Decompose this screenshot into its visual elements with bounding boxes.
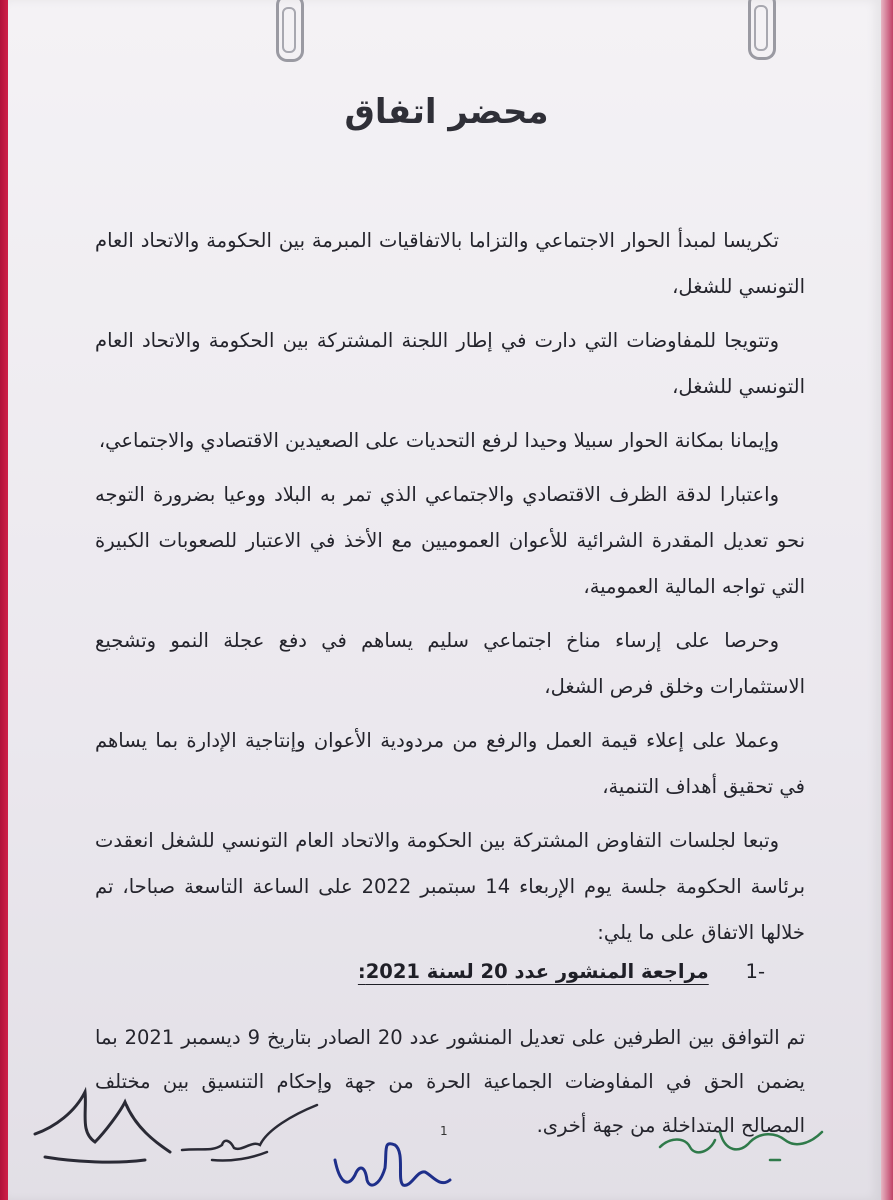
preamble xyxy=(95,218,805,956)
paragraph: وعملا على إعلاء قيمة العمل والرفع من مردودية الأعوان وإنتاجية الإدارة بما يساهم في تحقيق أهداف التنمية، xyxy=(95,729,805,798)
signature-icon xyxy=(650,1112,830,1172)
red-backdrop-left xyxy=(0,0,8,1200)
signature-icon xyxy=(25,1072,175,1172)
page-number: 1 xyxy=(440,1124,448,1138)
paragraph: تكريسا لمبدأ الحوار الاجتماعي والتزاما بالاتفاقيات المبرمة بين الحكومة والاتحاد العام التونسي للشغل، xyxy=(95,229,805,298)
signature-icon xyxy=(172,1090,322,1170)
pink-backdrop-right xyxy=(881,0,893,1200)
paragraph: وإيمانا بمكانة الحوار سبيلا وحيدا لرفع التحديات على الصعيدين الاقتصادي والاجتماعي، xyxy=(98,429,779,452)
section-body: تم التوافق بين الطرفين على تعديل المنشور عدد 20 الصادر بتاريخ 9 ديسمبر 2021 بما يضمن الحق في المفاوضات الجماعية الحرة من جهة وإحكام التنسيق بين مختلف المصالح المتداخلة من جهة أخرى. xyxy=(95,1026,805,1137)
paragraph: وتتويجا للمفاوضات التي دارت في إطار اللجنة المشتركة بين الحكومة والاتحاد العام التونسي للشغل، xyxy=(95,329,805,398)
section-number: -1 xyxy=(745,960,765,983)
paperclip-icon xyxy=(276,0,304,62)
section-title: مراجعة المنشور عدد 20 لسنة 2021: xyxy=(357,960,709,983)
paragraph: وحرصا على إرساء مناخ اجتماعي سليم يساهم في دفع عجلة النمو وتشجيع الاستثمارات وخلق فرص الشغل، xyxy=(95,629,805,698)
section-heading xyxy=(0,960,765,983)
signature-icon xyxy=(325,1130,465,1200)
paragraph: وتبعا لجلسات التفاوض المشتركة بين الحكومة والاتحاد العام التونسي للشغل انعقدت برئاسة الحكومة جلسة يوم الإربعاء 14 سبتمبر 2022 على الساعة التاسعة صباحا، تم خلالها الاتفاق على ما يلي: xyxy=(95,829,805,944)
paperclip-icon xyxy=(748,0,776,60)
document-title: محضر اتفاق xyxy=(344,92,549,132)
paragraph: واعتبارا لدقة الظرف الاقتصادي والاجتماعي الذي تمر به البلاد ووعيا بضرورة التوجه نحو تعديل المقدرة الشرائية للأعوان العموميين مع الأخذ في الاعتبار للصعوبات الكبيرة التي تواجه المالية العمومية، xyxy=(95,483,805,598)
